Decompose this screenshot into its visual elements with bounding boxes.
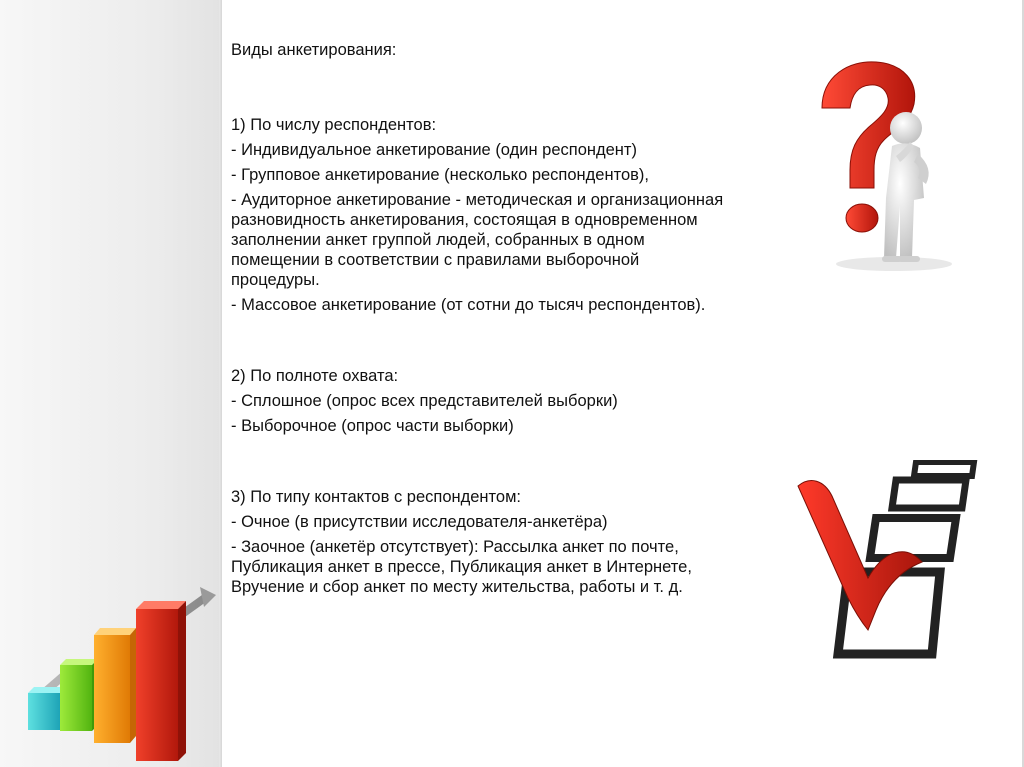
section-2-heading: 2) По полноте охвата:	[231, 367, 399, 385]
section-2-item-2: - Выборочное (опрос части выборки)	[231, 417, 514, 435]
section-2-item-1: - Сплошное (опрос всех представителей выборки)	[231, 392, 618, 410]
section-1-item-3: - Аудиторное анкетирование - методическая и организационная разновидность анкетирования, состоящая в одновременном заполнении анкет группой людей, собранных в одном помещении в соответствии с правилами выборочной процедуры.	[231, 191, 724, 289]
section-1-item-1: - Индивидуальное анкетирование (один респондент)	[231, 141, 637, 159]
checkbox-checkmark-illustration	[788, 460, 983, 660]
slide-text	[231, 40, 731, 597]
bar-chart-illustration	[24, 585, 224, 765]
question-mark-figure-illustration	[814, 58, 954, 273]
section-1-item-4: - Массовое анкетирование (от сотни до тысяч респондентов).	[231, 296, 706, 314]
section-3-item-2: - Заочное (анкетёр отсутствует): Рассылка анкет по почте, Публикация анкет в прессе, Публикация анкет в Интернете, Вручение и сбор анкет по месту жительства, работы и т. д.	[231, 538, 692, 596]
section-1-item-2: - Групповое анкетирование (несколько респондентов),	[231, 166, 649, 184]
section-3-heading: 3) По типу контактов с респондентом:	[231, 488, 522, 506]
section-1-heading: 1) По числу респондентов:	[231, 116, 437, 134]
slide-title: Виды анкетирования:	[231, 41, 397, 59]
section-3-item-1: - Очное (в присутствии исследователя-анкетёра)	[231, 513, 608, 531]
